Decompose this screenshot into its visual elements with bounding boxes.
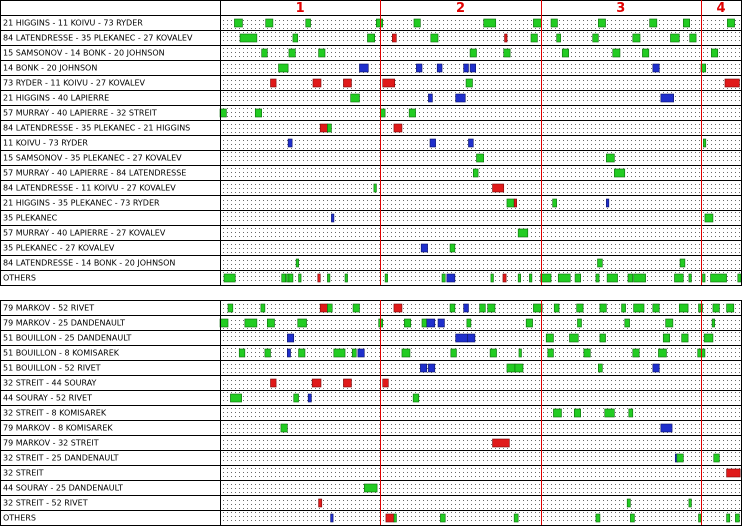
shift-bar-b <box>468 139 473 147</box>
shift-bar-g <box>442 274 445 282</box>
shift-bar-g <box>440 514 445 522</box>
shift-bar-b <box>437 64 442 72</box>
row-label: 21 HIGGINS - 40 LAPIERRE <box>3 93 110 103</box>
shift-bar-g <box>531 34 537 42</box>
shift-bar-g <box>546 334 553 342</box>
shift-bar-g <box>666 319 673 327</box>
shift-bar-g <box>727 514 730 522</box>
shift-bar-b <box>421 244 427 252</box>
shift-bar-g <box>529 274 532 282</box>
shift-bar-g <box>409 109 415 117</box>
shift-bar-g <box>630 514 634 522</box>
shift-bar-g <box>634 274 646 282</box>
shift-bar-r <box>319 499 322 507</box>
shift-bar-g <box>607 274 617 282</box>
shift-bar-r <box>313 79 321 87</box>
shift-bar-b <box>456 334 468 342</box>
shift-bar-g <box>376 19 382 27</box>
shift-bar-g <box>293 34 298 42</box>
shift-bar-g <box>704 334 713 342</box>
shift-bar-g <box>526 319 532 327</box>
shift-bar-g <box>533 19 541 27</box>
shift-bar-g <box>234 19 242 27</box>
row-label: 57 MURRAY - 40 LAPIERRE - 27 KOVALEV <box>3 228 166 238</box>
shift-bar-g <box>738 274 741 282</box>
shift-bar-g <box>735 514 739 522</box>
shift-bar-b <box>447 274 455 282</box>
shift-bar-b <box>653 64 659 72</box>
shift-bar-g <box>431 34 438 42</box>
shift-bar-g <box>642 49 648 57</box>
shift-bar-g <box>711 274 727 282</box>
row-label: 51 BOUILLON - 25 DANDENAULT <box>3 333 132 343</box>
shift-bar-r <box>392 34 396 42</box>
shift-bar-g <box>554 304 559 312</box>
row-label: 32 STREIT - 52 RIVET <box>3 498 88 508</box>
row-label: 35 PLEKANEC <box>3 213 58 223</box>
row-dot-grid <box>221 107 740 119</box>
row-label: 32 STREIT - 44 SOURAY <box>3 378 97 388</box>
row-dot-grid <box>221 332 740 344</box>
shift-bar-g <box>653 304 659 312</box>
shift-bar-g <box>703 139 706 147</box>
shift-bar-g <box>518 274 521 282</box>
shift-bar-g <box>548 349 554 357</box>
shift-bar-g <box>663 334 669 342</box>
row-label: 73 RYDER - 11 KOIVU - 27 KOVALEV <box>3 78 145 88</box>
shift-bar-r <box>514 199 517 207</box>
row-dot-grid <box>221 452 740 464</box>
shift-bar-g <box>467 319 471 327</box>
row-label: 79 MARKOV - 32 STREIT <box>3 438 99 448</box>
shift-bar-g <box>289 49 295 57</box>
shift-bar-g <box>282 274 286 282</box>
shift-bar-g <box>727 304 734 312</box>
row-dot-grid <box>221 182 740 194</box>
shift-bar-g <box>577 304 583 312</box>
shift-bar-g <box>518 229 528 237</box>
row-label: 79 MARKOV - 25 DANDENAULT <box>3 318 126 328</box>
shift-bar-g <box>699 514 702 522</box>
shift-bar-g <box>265 349 271 357</box>
shift-bar-g <box>533 304 542 312</box>
shift-bar-g <box>598 364 602 372</box>
shift-bar-r <box>320 304 327 312</box>
shift-bar-g <box>306 19 311 27</box>
shift-bar-r <box>727 469 741 477</box>
shift-bar-b <box>358 349 364 357</box>
row-dot-grid <box>221 377 740 389</box>
shift-bar-g <box>713 304 719 312</box>
shift-bar-g <box>600 334 606 342</box>
shift-bar-g <box>239 349 245 357</box>
shift-bar-g <box>605 409 615 417</box>
shift-bar-g <box>577 319 581 327</box>
shift-bar-g <box>450 304 455 312</box>
shift-bar-b <box>438 319 444 327</box>
shift-bar-b <box>359 64 368 72</box>
shift-bar-g <box>703 274 706 282</box>
row-dot-grid <box>221 47 740 59</box>
shift-bar-b <box>428 94 432 102</box>
row-label: 84 LATENDRESSE - 14 BONK - 20 JOHNSON <box>3 258 176 268</box>
shift-bar-g <box>402 349 410 357</box>
shift-bar-g <box>553 199 557 207</box>
shift-bar-g <box>245 319 257 327</box>
row-label: 32 STREIT - 8 KOMISAREK <box>3 408 107 418</box>
shift-bar-g <box>628 274 633 282</box>
shift-bar-g <box>228 304 233 312</box>
shift-bar-g <box>220 319 228 327</box>
shift-bar-g <box>690 34 696 42</box>
shift-bar-g <box>625 319 630 327</box>
shift-bar-g <box>634 304 644 312</box>
shift-bar-r <box>505 34 508 42</box>
row-dot-grid <box>221 32 740 44</box>
shift-bar-g <box>504 49 510 57</box>
shift-bar-g <box>600 304 606 312</box>
row-label: 21 HIGGINS - 11 KOIVU - 73 RYDER <box>3 18 143 28</box>
shift-bar-g <box>650 19 657 27</box>
row-label: 79 MARKOV - 8 KOMISAREK <box>3 423 113 433</box>
shift-bar-g <box>294 394 299 402</box>
row-dot-grid <box>221 212 740 224</box>
shift-bar-g <box>470 49 476 57</box>
shift-bar-g <box>367 34 374 42</box>
row-dot-grid <box>221 482 740 494</box>
shift-bar-g <box>727 19 734 27</box>
row-label: 79 MARKOV - 52 RIVET <box>3 303 95 313</box>
row-label: 51 BOUILLON - 8 KOMISAREK <box>3 348 120 358</box>
shift-bar-g <box>674 274 683 282</box>
shift-bar-g <box>507 199 514 207</box>
shift-bar-g <box>677 454 683 462</box>
row-dot-grid <box>221 197 740 209</box>
row-label: 15 SAMSONOV - 35 PLEKANEC - 27 KOVALEV <box>3 153 182 163</box>
shift-bar-r <box>386 514 394 522</box>
shift-bar-r <box>503 274 506 282</box>
row-label: 32 STREIT - 25 DANDENAULT <box>3 453 119 463</box>
period-label: 2 <box>455 1 465 16</box>
row-dot-grid <box>221 242 740 254</box>
shift-bar-g <box>627 499 630 507</box>
shift-bar-g <box>279 64 289 72</box>
row-label: 44 SOURAY - 25 DANDENAULT <box>3 483 123 493</box>
shift-bar-b <box>428 364 434 372</box>
shift-bar-g <box>622 304 626 312</box>
row-dot-grid <box>221 512 740 524</box>
shift-bar-g <box>364 484 377 492</box>
shift-bar-g <box>507 364 515 372</box>
shift-bar-g <box>267 319 274 327</box>
row-label: 44 SOURAY - 52 RIVET <box>3 393 92 403</box>
shift-bar-g <box>289 274 293 282</box>
shift-bar-g <box>557 34 561 42</box>
shift-bar-g <box>480 304 486 312</box>
row-label: OTHERS <box>3 513 36 523</box>
shift-bar-g <box>476 154 483 162</box>
shift-bar-b <box>331 214 334 222</box>
shift-bar-r <box>383 379 389 387</box>
shift-bar-g <box>404 319 410 327</box>
shift-bar-r <box>320 124 327 132</box>
shift-bar-b <box>430 139 436 147</box>
shift-bar-g <box>380 109 385 117</box>
shift-bar-g <box>466 79 472 87</box>
row-label: 15 SAMSONOV - 14 BONK - 20 JOHNSON <box>3 48 165 58</box>
shift-bar-g <box>614 169 624 177</box>
shift-bar-r <box>270 379 276 387</box>
row-label: 14 BONK - 20 JOHNSON <box>3 63 98 73</box>
shift-bar-g <box>299 274 302 282</box>
shift-bar-g <box>515 364 523 372</box>
shift-bar-r <box>270 79 276 87</box>
shift-bar-g <box>473 169 478 177</box>
shift-bar-b <box>288 139 292 147</box>
period-label: 1 <box>295 1 305 16</box>
row-label: 35 PLEKANEC - 27 KOVALEV <box>3 243 115 253</box>
shift-bar-b <box>661 94 674 102</box>
shift-bar-g <box>414 19 420 27</box>
row-label: 84 LATENDRESSE - 11 KOIVU - 27 KOVALEV <box>3 183 176 193</box>
row-dot-grid <box>221 167 740 179</box>
shift-bar-r <box>343 79 351 87</box>
shift-bar-r <box>493 439 510 447</box>
shift-bar-r <box>312 379 321 387</box>
shift-bar-g <box>658 349 666 357</box>
shift-bar-g <box>298 319 307 327</box>
shift-bar-g <box>714 454 720 462</box>
shift-bar-r <box>394 304 402 312</box>
row-label: OTHERS <box>3 273 36 283</box>
shift-bar-g <box>353 304 359 312</box>
shift-bar-g <box>451 349 457 357</box>
shift-bar-g <box>551 19 557 27</box>
shift-bar-b <box>653 364 659 372</box>
shift-bar-g <box>689 274 692 282</box>
shift-bar-g <box>296 259 299 267</box>
shift-bar-g <box>394 514 397 522</box>
row-dot-grid <box>221 497 740 509</box>
shift-bar-g <box>606 154 614 162</box>
row-label: 84 LATENDRESSE - 35 PLEKANEC - 21 HIGGINS <box>3 123 191 133</box>
shift-bar-g <box>679 304 688 312</box>
shift-bar-g <box>558 274 570 282</box>
shift-bar-g <box>596 274 599 282</box>
shift-bar-g <box>682 334 688 342</box>
shift-bar-g <box>514 514 518 522</box>
shift-bar-g <box>575 274 581 282</box>
shift-bar-g <box>327 124 331 132</box>
shift-bar-g <box>281 424 287 432</box>
shift-bar-r <box>725 79 739 87</box>
shift-bar-g <box>351 94 360 102</box>
shift-bar-g <box>240 34 257 42</box>
shift-bar-g <box>319 49 325 57</box>
shift-bar-b <box>287 349 290 357</box>
shift-bar-g <box>519 349 522 357</box>
shift-bar-b <box>456 94 466 102</box>
row-label: 32 STREIT <box>3 468 44 478</box>
row-label: 51 BOUILLON - 52 RIVET <box>3 363 101 373</box>
shift-bar-g <box>711 49 717 57</box>
row-dot-grid <box>221 122 740 134</box>
shift-bar-b <box>468 334 475 342</box>
shift-bar-g <box>334 349 345 357</box>
shift-bar-g <box>255 109 261 117</box>
shift-bar-g <box>413 394 419 402</box>
shift-bar-b <box>470 64 476 72</box>
shift-bar-g <box>629 409 633 417</box>
row-label: 57 MURRAY - 40 LAPIERRE - 84 LATENDRESSE <box>3 168 187 178</box>
shift-bar-g <box>613 49 620 57</box>
shift-bar-b <box>416 64 422 72</box>
shift-bar-g <box>670 34 679 42</box>
shift-bar-g <box>484 19 496 27</box>
row-dot-grid <box>221 17 740 29</box>
shift-bar-g <box>327 274 330 282</box>
row-dot-grid <box>221 467 740 479</box>
shift-bar-g <box>490 349 496 357</box>
row-label: 11 KOIVU - 73 RYDER <box>3 138 88 148</box>
shift-bar-g <box>230 394 241 402</box>
shift-bar-g <box>683 19 689 27</box>
shift-bar-b <box>427 319 435 327</box>
shift-bar-b <box>287 334 293 342</box>
shift-bar-g <box>345 274 348 282</box>
shift-bar-g <box>584 349 590 357</box>
row-dot-grid <box>221 362 740 374</box>
shift-bar-g <box>633 349 639 357</box>
shift-bar-b <box>464 304 469 312</box>
shift-bar-g <box>569 334 578 342</box>
shift-bar-g <box>352 349 356 357</box>
row-label: 57 MURRAY - 40 LAPIERRE - 32 STREIT <box>3 108 157 118</box>
shift-bar-r <box>318 274 321 282</box>
shift-bar-g <box>574 409 580 417</box>
shift-bar-b <box>420 364 426 372</box>
row-dot-grid <box>221 137 740 149</box>
row-dot-grid <box>221 227 740 239</box>
shift-bar-g <box>712 319 715 327</box>
row-dot-grid <box>221 62 740 74</box>
shift-bar-g <box>488 304 495 312</box>
shift-bar-g <box>633 34 640 42</box>
shift-bar-r <box>493 184 504 192</box>
period-label: 4 <box>716 1 726 16</box>
shift-bar-b <box>661 424 672 432</box>
shift-bar-g <box>385 274 388 282</box>
shift-bar-g <box>553 409 561 417</box>
shift-bar-b <box>331 514 334 522</box>
row-label: 84 LATENDRESSE - 35 PLEKANEC - 27 KOVALEV <box>3 33 193 43</box>
shift-bar-g <box>422 319 427 327</box>
row-dot-grid <box>221 437 740 449</box>
shift-bar-r <box>383 79 395 87</box>
shift-bar-g <box>705 214 713 222</box>
row-dot-grid <box>221 407 740 419</box>
shift-bar-g <box>327 304 332 312</box>
shift-bar-r <box>343 379 351 387</box>
row-dot-grid <box>221 77 740 89</box>
shift-bar-g <box>261 304 265 312</box>
row-label: 21 HIGGINS - 35 PLEKANEC - 73 RYDER <box>3 198 160 208</box>
shift-bar-g <box>680 259 685 267</box>
shift-bar-g <box>598 19 605 27</box>
shift-bar-b <box>464 64 469 72</box>
shift-bar-g <box>450 244 455 252</box>
shift-bar-g <box>689 499 692 507</box>
shift-bar-g <box>224 274 235 282</box>
shift-bar-g <box>596 514 600 522</box>
shift-bar-g <box>541 274 551 282</box>
shift-bar-r <box>394 124 402 132</box>
shift-bar-g <box>491 274 494 282</box>
shift-bar-g <box>299 349 305 357</box>
shift-bar-b <box>606 199 609 207</box>
shift-bar-b <box>308 394 311 402</box>
shift-bar-g <box>262 49 268 57</box>
shift-bar-g <box>266 19 273 27</box>
shift-bar-g <box>374 184 377 192</box>
shift-bar-g <box>562 49 568 57</box>
period-label: 3 <box>616 1 626 16</box>
shift-bar-g <box>598 259 603 267</box>
shift-bar-g <box>593 34 599 42</box>
